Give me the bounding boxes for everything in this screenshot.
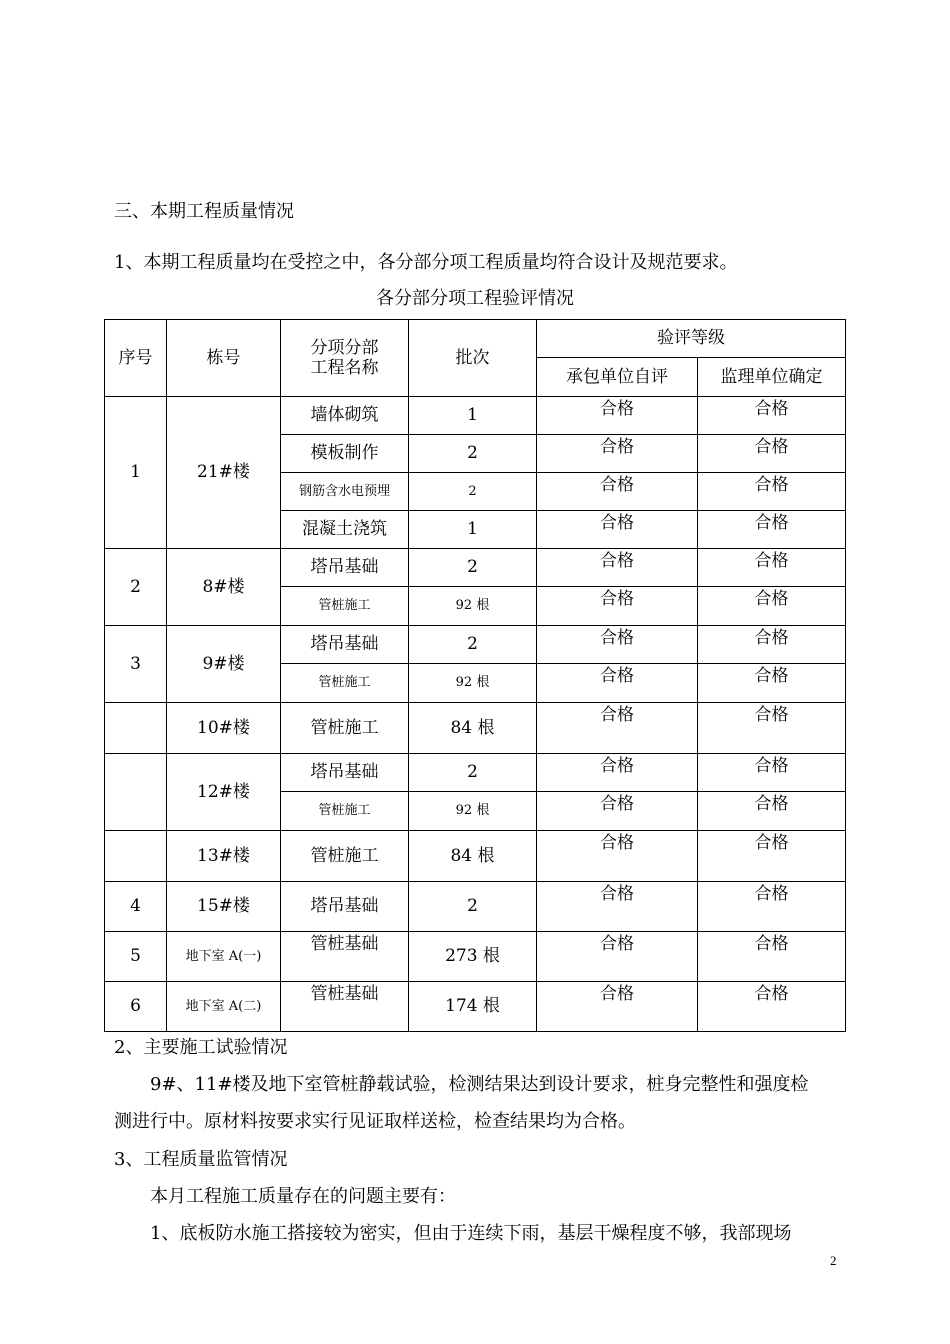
quality-statement: 1、本期工程质量均在受控之中，各分部分项工程质量均符合设计及规范要求。 bbox=[114, 252, 738, 273]
header-item bbox=[281, 320, 409, 397]
table-row bbox=[105, 754, 846, 792]
header-item-line1: 分项分部 bbox=[310, 337, 379, 358]
batch-cell: 1 bbox=[409, 397, 537, 435]
self-eval-cell: 合格 bbox=[537, 754, 698, 792]
header-self-eval: 承包单位自评 bbox=[537, 358, 698, 397]
page-number: 2 bbox=[830, 1253, 837, 1268]
self-eval-cell: 合格 bbox=[537, 664, 698, 703]
item-cell: 钢筋含水电预埋 bbox=[281, 473, 409, 511]
item-cell: 管桩施工 bbox=[281, 703, 409, 754]
batch-cell: 2 bbox=[409, 626, 537, 664]
supervisor-cell: 合格 bbox=[698, 982, 846, 1032]
item-cell: 管桩基础 bbox=[281, 982, 409, 1032]
table-title: 各分部分项工程验评情况 bbox=[376, 288, 574, 309]
batch-cell: 273 根 bbox=[409, 932, 537, 982]
batch-cell: 2 bbox=[409, 882, 537, 932]
batch-cell: 92 根 bbox=[409, 587, 537, 626]
table-row bbox=[105, 932, 846, 982]
self-eval-cell: 合格 bbox=[537, 703, 698, 754]
supervisor-cell: 合格 bbox=[698, 932, 846, 982]
supervisor-cell: 合格 bbox=[698, 511, 846, 549]
building-cell: 10#楼 bbox=[167, 703, 281, 754]
header-building: 栋号 bbox=[167, 320, 281, 397]
table-row bbox=[105, 982, 846, 1032]
batch-cell: 2 bbox=[409, 435, 537, 473]
batch-cell: 84 根 bbox=[409, 703, 537, 754]
batch-cell: 1 bbox=[409, 511, 537, 549]
item-cell: 塔吊基础 bbox=[281, 549, 409, 587]
batch-cell: 84 根 bbox=[409, 831, 537, 882]
section-heading: 2、主要施工试验情况 bbox=[114, 1037, 288, 1058]
seq-cell: 6 bbox=[105, 982, 167, 1032]
batch-cell: 174 根 bbox=[409, 982, 537, 1032]
building-cell: 8#楼 bbox=[167, 549, 281, 626]
item-cell: 塔吊基础 bbox=[281, 882, 409, 932]
item-cell: 管桩施工 bbox=[281, 792, 409, 831]
building-cell: 地下室 A(二) bbox=[167, 982, 281, 1032]
self-eval-cell: 合格 bbox=[537, 792, 698, 831]
quality-table bbox=[104, 319, 846, 1032]
self-eval-cell: 合格 bbox=[537, 473, 698, 511]
self-eval-cell: 合格 bbox=[537, 831, 698, 882]
section-heading: 三、本期工程质量情况 bbox=[114, 201, 294, 222]
supervisor-cell: 合格 bbox=[698, 473, 846, 511]
building-cell: 21#楼 bbox=[167, 397, 281, 549]
seq-cell: 5 bbox=[105, 932, 167, 982]
paragraph-line: 1、底板防水施工搭接较为密实，但由于连续下雨，基层干燥程度不够，我部现场 bbox=[150, 1223, 792, 1244]
seq-cell: 3 bbox=[105, 626, 167, 703]
seq-cell: 4 bbox=[105, 882, 167, 932]
table-body bbox=[105, 320, 846, 1032]
table-row bbox=[105, 831, 846, 882]
item-cell: 管桩基础 bbox=[281, 932, 409, 982]
self-eval-cell: 合格 bbox=[537, 882, 698, 932]
item-cell: 塔吊基础 bbox=[281, 754, 409, 792]
supervisor-cell: 合格 bbox=[698, 703, 846, 754]
batch-cell: 92 根 bbox=[409, 664, 537, 703]
self-eval-cell: 合格 bbox=[537, 435, 698, 473]
batch-cell: 2 bbox=[409, 473, 537, 511]
item-cell: 管桩施工 bbox=[281, 664, 409, 703]
paragraph-line: 测进行中。原材料按要求实行见证取样送检，检查结果均为合格。 bbox=[114, 1111, 636, 1132]
header-row bbox=[105, 320, 846, 358]
batch-cell: 2 bbox=[409, 754, 537, 792]
header-batch: 批次 bbox=[409, 320, 537, 397]
table-row bbox=[105, 626, 846, 664]
building-cell: 15#楼 bbox=[167, 882, 281, 932]
header-item-line2: 工程名称 bbox=[310, 358, 379, 378]
building-cell: 12#楼 bbox=[167, 754, 281, 831]
header-grade: 验评等级 bbox=[537, 320, 846, 358]
seq-cell bbox=[105, 754, 167, 831]
self-eval-cell: 合格 bbox=[537, 932, 698, 982]
batch-cell: 92 根 bbox=[409, 792, 537, 831]
seq-cell bbox=[105, 703, 167, 754]
item-cell: 管桩施工 bbox=[281, 587, 409, 626]
paragraph-line: 9#、11#楼及地下室管桩静载试验，检测结果达到设计要求，桩身完整性和强度检 bbox=[150, 1074, 809, 1095]
supervisor-cell: 合格 bbox=[698, 754, 846, 792]
seq-cell bbox=[105, 831, 167, 882]
supervisor-cell: 合格 bbox=[698, 664, 846, 703]
supervisor-cell: 合格 bbox=[698, 397, 846, 435]
paragraph-line: 本月工程施工质量存在的问题主要有： bbox=[150, 1186, 456, 1207]
header-supervisor: 监理单位确定 bbox=[698, 358, 846, 397]
supervisor-cell: 合格 bbox=[698, 831, 846, 882]
building-cell: 9#楼 bbox=[167, 626, 281, 703]
item-cell: 模板制作 bbox=[281, 435, 409, 473]
table-row bbox=[105, 882, 846, 932]
header-seq: 序号 bbox=[105, 320, 167, 397]
supervisor-cell: 合格 bbox=[698, 882, 846, 932]
supervisor-cell: 合格 bbox=[698, 587, 846, 626]
supervisor-cell: 合格 bbox=[698, 626, 846, 664]
self-eval-cell: 合格 bbox=[537, 626, 698, 664]
seq-cell: 2 bbox=[105, 549, 167, 626]
building-cell: 地下室 A(一) bbox=[167, 932, 281, 982]
batch-cell: 2 bbox=[409, 549, 537, 587]
self-eval-cell: 合格 bbox=[537, 587, 698, 626]
section-heading: 3、工程质量监管情况 bbox=[114, 1149, 288, 1170]
supervisor-cell: 合格 bbox=[698, 435, 846, 473]
self-eval-cell: 合格 bbox=[537, 397, 698, 435]
item-cell: 墙体砌筑 bbox=[281, 397, 409, 435]
item-cell: 混凝土浇筑 bbox=[281, 511, 409, 549]
building-cell: 13#楼 bbox=[167, 831, 281, 882]
table-row bbox=[105, 703, 846, 754]
item-cell: 管桩施工 bbox=[281, 831, 409, 882]
seq-cell: 1 bbox=[105, 397, 167, 549]
self-eval-cell: 合格 bbox=[537, 982, 698, 1032]
table-row bbox=[105, 549, 846, 587]
supervisor-cell: 合格 bbox=[698, 792, 846, 831]
item-cell: 塔吊基础 bbox=[281, 626, 409, 664]
self-eval-cell: 合格 bbox=[537, 549, 698, 587]
table-row bbox=[105, 397, 846, 435]
supervisor-cell: 合格 bbox=[698, 549, 846, 587]
self-eval-cell: 合格 bbox=[537, 511, 698, 549]
